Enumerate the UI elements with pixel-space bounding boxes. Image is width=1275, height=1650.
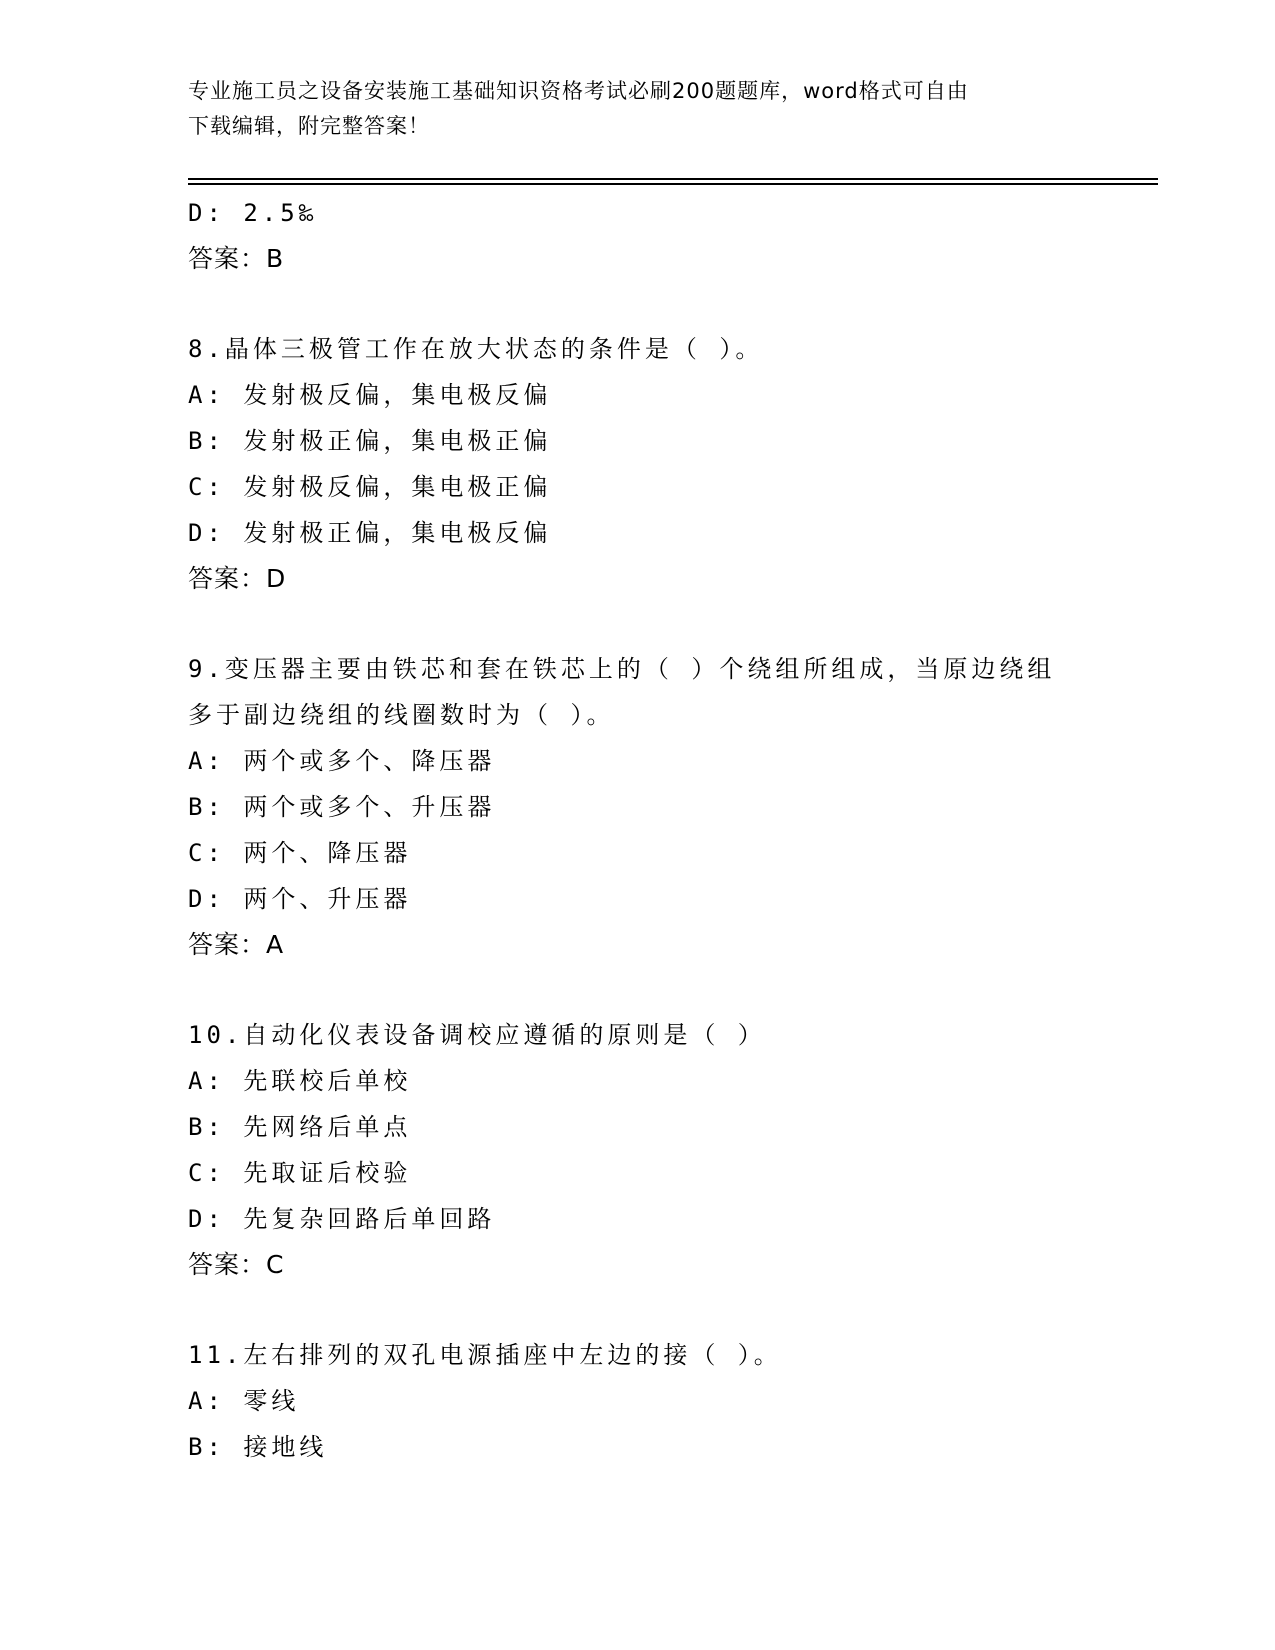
- question-stem-continued: 多于副边绕组的线圈数时为（ ）。: [188, 701, 615, 729]
- question-8: [188, 326, 1088, 602]
- answer: 答案：C: [188, 1250, 285, 1279]
- option-a: A: 两个或多个、降压器: [188, 747, 496, 775]
- question-stem: 9.变压器主要由铁芯和套在铁芯上的（ ）个绕组所组成，当原边绕组: [188, 655, 1056, 683]
- answer: 答案：B: [188, 244, 285, 273]
- document-header: [188, 74, 1068, 144]
- option-c: C: 两个、降压器: [188, 839, 412, 867]
- question-11: [188, 1332, 1088, 1470]
- header-line-1: 专业施工员之设备安装施工基础知识资格考试必刷200题题库，word格式可自由: [188, 79, 969, 103]
- option-c: C: 先取证后校验: [188, 1159, 412, 1187]
- spacer: [188, 1288, 1088, 1332]
- header-rule-top: [188, 178, 1158, 180]
- option-a: A: 零线: [188, 1387, 300, 1415]
- header-line-2: 下载编辑，附完整答案！: [188, 114, 430, 138]
- spacer: [188, 602, 1088, 646]
- question-stem: 10.自动化仪表设备调校应遵循的原则是（ ）: [188, 1021, 766, 1049]
- option-d: D: 发射极正偏，集电极反偏: [188, 519, 552, 547]
- option-a: A: 发射极反偏，集电极反偏: [188, 381, 552, 409]
- option-b: B: 先网络后单点: [188, 1113, 412, 1141]
- header-rule-bottom: [188, 183, 1158, 185]
- question-stem: 8.晶体三极管工作在放大状态的条件是（ ）。: [188, 335, 764, 363]
- option-d: D: 先复杂回路后单回路: [188, 1205, 496, 1233]
- answer: 答案：A: [188, 930, 285, 959]
- option-b: B: 接地线: [188, 1433, 328, 1461]
- option-d: D: 两个、升压器: [188, 885, 412, 913]
- option-b: B: 发射极正偏，集电极正偏: [188, 427, 552, 455]
- answer: 答案：D: [188, 564, 287, 593]
- option-d: D: 2.5‰: [188, 199, 318, 227]
- option-c: C: 发射极反偏，集电极正偏: [188, 473, 552, 501]
- question-10: [188, 1012, 1088, 1288]
- question-9: [188, 646, 1088, 968]
- option-a: A: 先联校后单校: [188, 1067, 412, 1095]
- spacer: [188, 968, 1088, 1012]
- spacer: [188, 282, 1088, 326]
- question-content: [188, 190, 1088, 1470]
- question-stem: 11.左右排列的双孔电源插座中左边的接（ ）。: [188, 1341, 782, 1369]
- option-b: B: 两个或多个、升压器: [188, 793, 496, 821]
